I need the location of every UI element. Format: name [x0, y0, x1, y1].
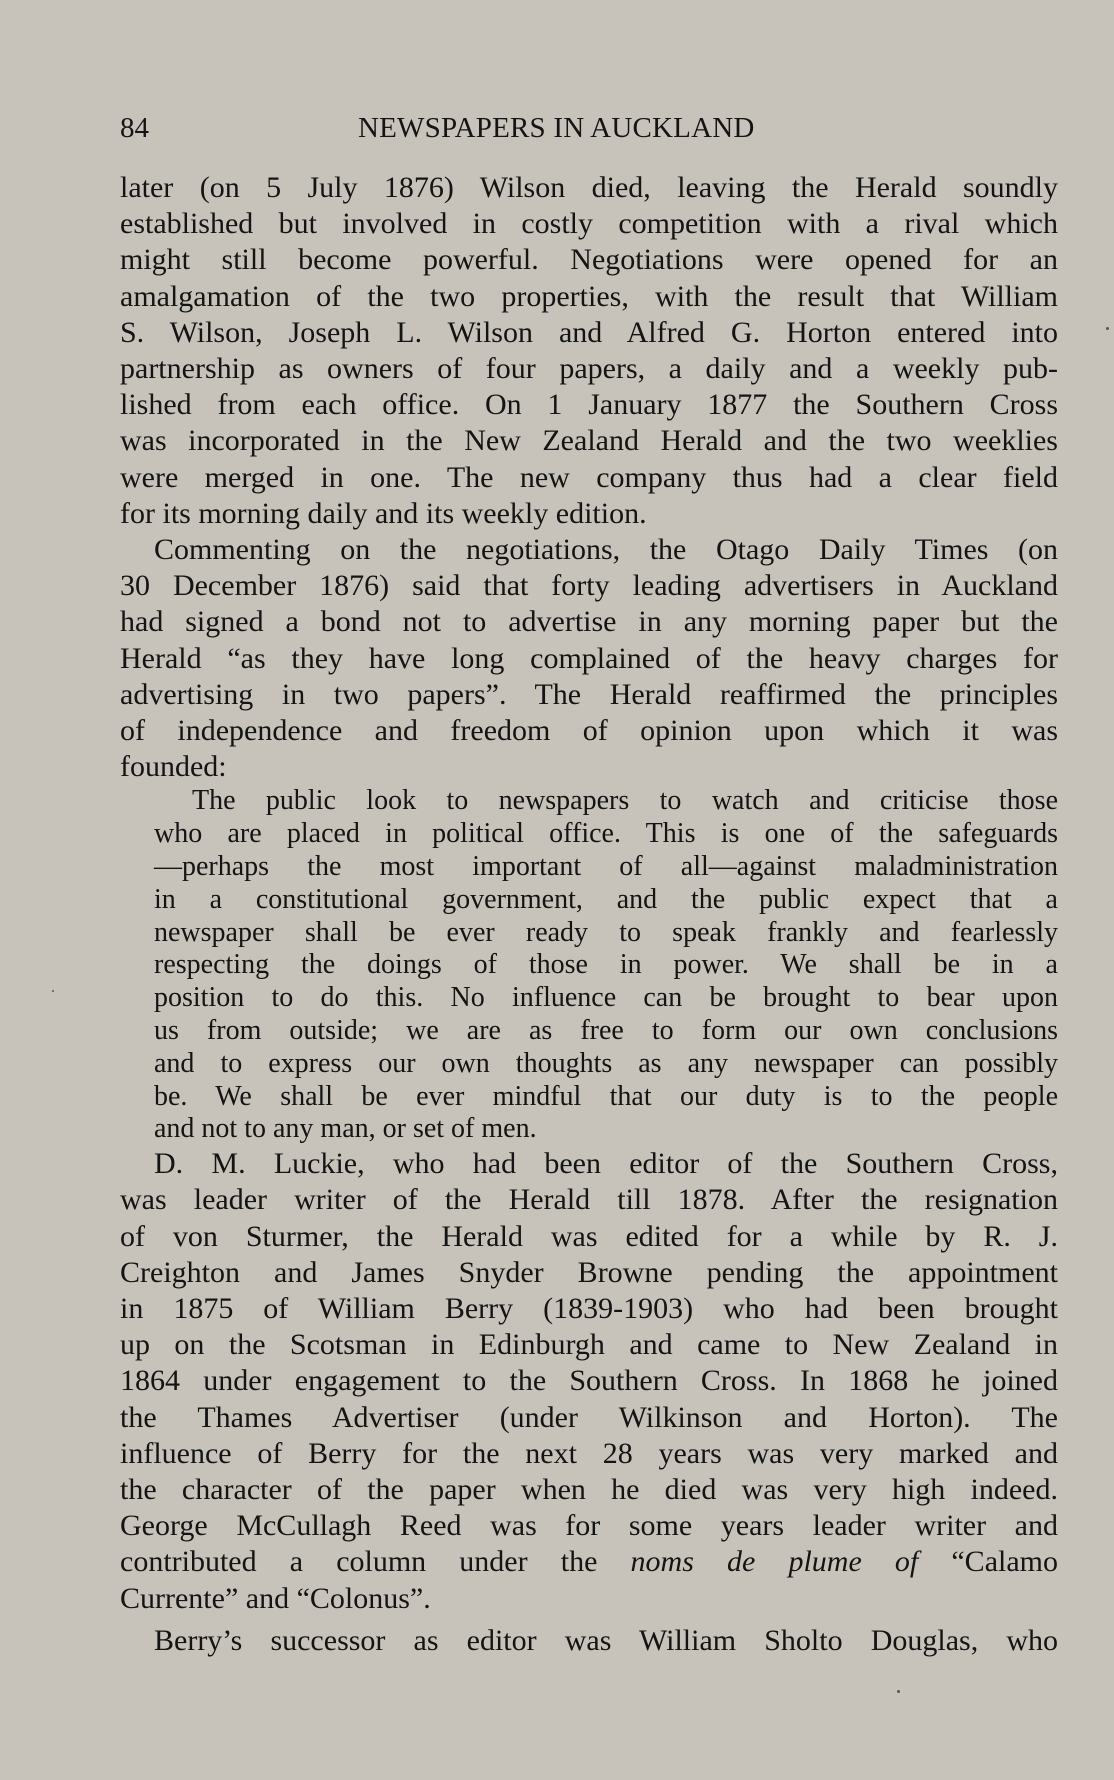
text-line: Currente” and “Colonus”. — [120, 1581, 431, 1615]
text-line: established but involved in costly competition with a rival which — [120, 207, 1058, 241]
paragraph-4 — [120, 1623, 1058, 1659]
quote-line: in a constitutional government, and the public expect that a — [154, 883, 1058, 915]
block-quote — [154, 785, 1058, 1146]
quote-line: position to do this. No influence can be brought to bear upon — [154, 982, 1058, 1014]
text-line: partnership as owners of four papers, a daily and a weekly pub- — [120, 352, 1058, 386]
text-line: 1864 under engagement to the Southern Cross. In 1868 he joined — [120, 1364, 1058, 1398]
text-line: for its morning daily and its weekly edition. — [120, 496, 647, 530]
quote-line: us from outside; we are as free to form our own conclusions — [154, 1015, 1058, 1047]
text-line: amalgamation of the two properties, with the result that William — [120, 279, 1058, 313]
scan-speck — [52, 990, 54, 992]
running-title: NEWSPAPERS IN AUCKLAND — [358, 112, 755, 144]
text-line: might still become powerful. Negotiations were opened for an — [120, 243, 1058, 277]
text-line: influence of Berry for the next 28 years was very marked and — [120, 1436, 1058, 1470]
quote-line: and not to any man, or set of men. — [154, 1113, 537, 1145]
scan-speck — [1106, 327, 1109, 330]
paragraph-1 — [120, 170, 1058, 532]
quote-line: —perhaps the most important of all—against maladministration — [154, 851, 1058, 883]
text-line: Commenting on the negotiations, the Otago Daily Times (on — [154, 533, 1058, 567]
text-line: Berry’s successor as editor was William Sholto Douglas, who — [154, 1623, 1058, 1657]
text-line: S. Wilson, Joseph L. Wilson and Alfred G. Horton entered into — [120, 315, 1058, 349]
text-line: in 1875 of William Berry (1839-1903) who had been brought — [120, 1292, 1058, 1326]
quote-line: be. We shall be ever mindful that our duty is to the people — [154, 1080, 1058, 1112]
text-line: were merged in one. The new company thus had a clear field — [120, 460, 1058, 494]
text-line: 30 December 1876) said that forty leading advertisers in Auckland — [120, 569, 1058, 603]
text-line: was incorporated in the New Zealand Herald and the two weeklies — [120, 424, 1058, 458]
quote-line: newspaper shall be ever ready to speak frankly and fearlessly — [154, 916, 1058, 948]
body-text — [120, 170, 1058, 1659]
text-line: was leader writer of the Herald till 1878. After the resignation — [120, 1183, 1058, 1217]
quote-line: The public look to newspapers to watch and criticise those — [192, 785, 1058, 817]
quote-line: respecting the doings of those in power. We shall be in a — [154, 949, 1058, 981]
text-segment: contributed a column under the — [120, 1545, 631, 1579]
running-head — [120, 108, 1058, 148]
text-line: the Thames Advertiser (under Wilkinson and Horton). The — [120, 1400, 1058, 1434]
text-line: of von Sturmer, the Herald was edited for a while by R. J. — [120, 1219, 1058, 1253]
text-line: D. M. Luckie, who had been editor of the Southern Cross, — [154, 1147, 1058, 1181]
quote-line: and to express our own thoughts as any newspaper can possibly — [154, 1047, 1058, 1079]
text-line-with-italic — [120, 1544, 1058, 1580]
quote-line: who are placed in political office. This is one of the safeguards — [154, 818, 1058, 850]
text-line: founded: — [120, 750, 227, 784]
text-line: Creighton and James Snyder Browne pending the appointment — [120, 1255, 1058, 1289]
text-line: advertising in two papers”. The Herald reaffirmed the principles — [120, 677, 1058, 711]
paragraph-2 — [120, 532, 1058, 785]
italic-phrase: noms de plume of — [630, 1545, 919, 1579]
text-line: up on the Scotsman in Edinburgh and came to New Zealand in — [120, 1328, 1058, 1362]
paragraph-3 — [120, 1146, 1058, 1617]
text-line: later (on 5 July 1876) Wilson died, leaving the Herald soundly — [120, 171, 1058, 204]
text-line: Herald “as they have long complained of the heavy charges for — [120, 641, 1058, 675]
text-line: George McCullagh Reed was for some years leader writer and — [120, 1509, 1058, 1543]
scan-speck — [897, 1690, 900, 1693]
text-segment: “Calamo — [918, 1545, 1058, 1579]
text-line: the character of the paper when he died was very high indeed. — [120, 1473, 1058, 1507]
page-number: 84 — [120, 112, 149, 144]
text-line: of independence and freedom of opinion upon which it was — [120, 714, 1058, 748]
text-line: had signed a bond not to advertise in any morning paper but the — [120, 605, 1058, 639]
text-line: lished from each office. On 1 January 1877 the Southern Cross — [120, 388, 1058, 422]
